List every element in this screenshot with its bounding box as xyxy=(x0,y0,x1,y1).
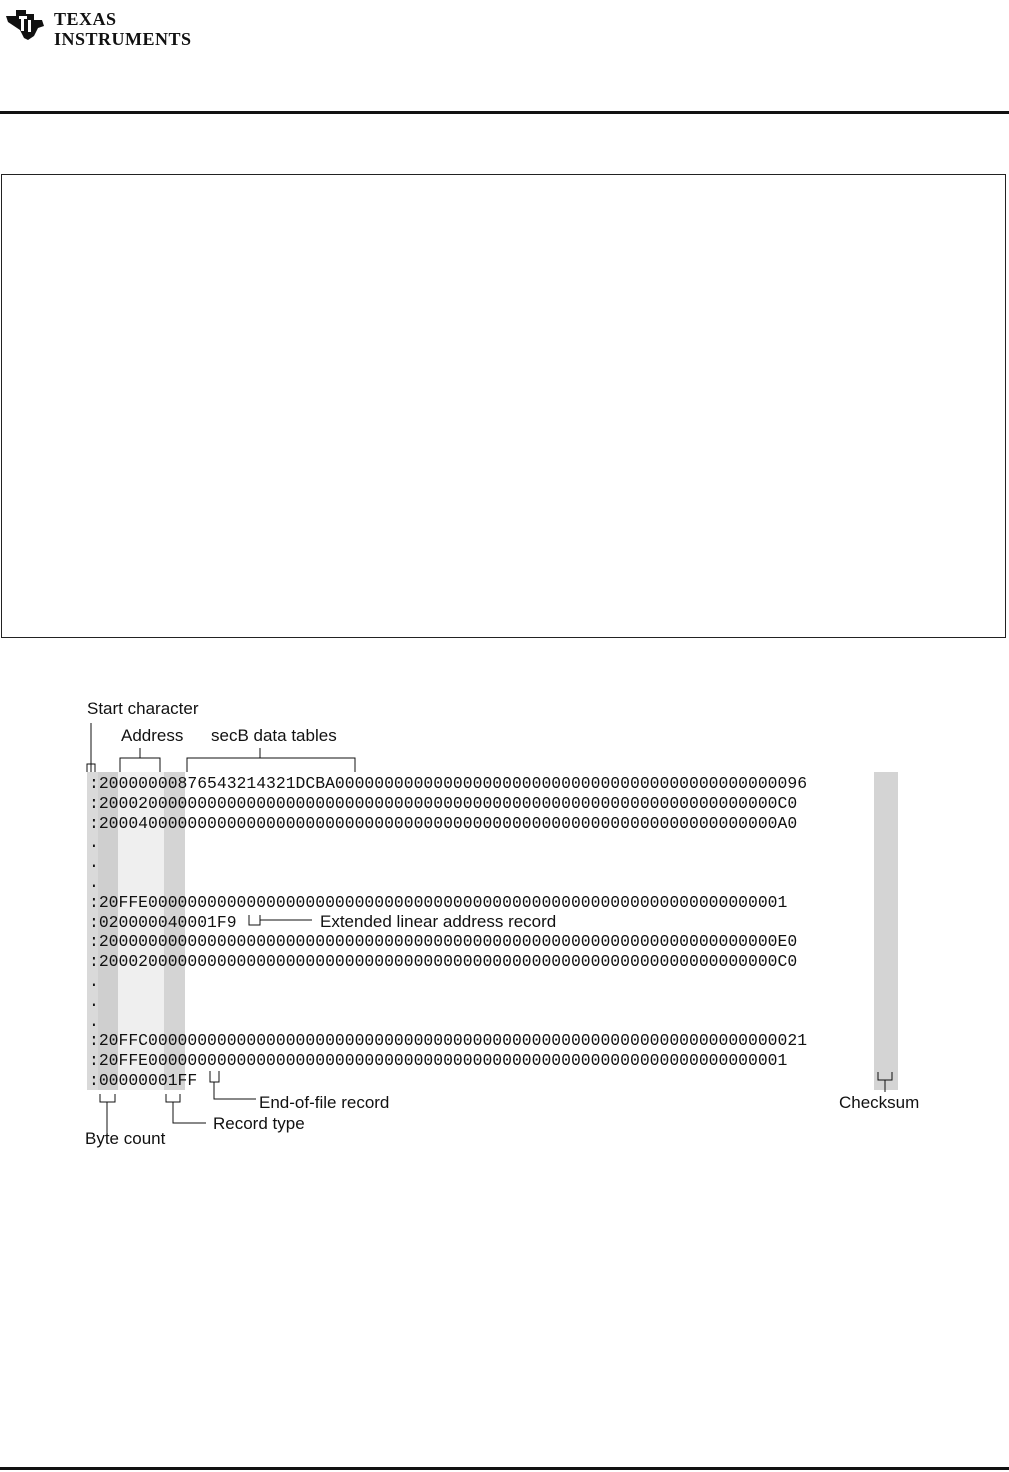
byte-count-label: Byte count xyxy=(85,1129,166,1148)
hex-record-line: :20FFE00000000000000000000000000000000000000000000000000000000000000001 xyxy=(89,892,788,912)
hex-record-line: :200000000000000000000000000000000000000000000000000000000000000000000E0 xyxy=(89,932,798,952)
hex-record-line: :200020000000000000000000000000000000000000000000000000000000000000000C0 xyxy=(89,952,798,972)
ellipsis-line: . xyxy=(89,971,99,991)
ellipsis-line: . xyxy=(89,991,99,1011)
address-label: Address xyxy=(121,726,184,745)
extended-linear-address-label: Extended linear address record xyxy=(320,912,557,931)
hex-record-line: :00000001FF xyxy=(89,1070,198,1090)
ellipsis-line: . xyxy=(89,872,99,892)
hex-record-line: :200040000000000000000000000000000000000000000000000000000000000000000A0 xyxy=(89,813,798,833)
data-tables-label: secB data tables xyxy=(211,726,337,745)
ellipsis-line: . xyxy=(89,1011,99,1031)
hex-record-line: :20FFE00000000000000000000000000000000000000000000000000000000000000001 xyxy=(89,1051,788,1071)
start-character-label: Start character xyxy=(87,699,199,718)
hex-record-line: :200020000000000000000000000000000000000000000000000000000000000000000C0 xyxy=(89,793,798,813)
logo-wordmark-line1: TEXAS xyxy=(54,9,117,29)
ti-state-logo-icon xyxy=(4,6,48,42)
end-of-file-label: End-of-file record xyxy=(259,1093,390,1112)
hex-record-line: :20FFC0000000000000000000000000000000000000000000000000000000000000000021 xyxy=(89,1031,808,1051)
footer-rule xyxy=(0,1467,1009,1470)
ellipsis-line: . xyxy=(89,853,99,873)
header-rule xyxy=(0,111,1009,114)
checksum-label: Checksum xyxy=(839,1093,920,1112)
ti-logo xyxy=(4,6,194,49)
blank-figure-box xyxy=(1,174,1006,638)
hex-record-line: :020000040001F9 xyxy=(89,912,237,932)
hex-file-figure xyxy=(0,660,1009,1160)
ellipsis-line: . xyxy=(89,833,99,853)
hex-record-line: :20000000876543214321DCBA000000000000000000000000000000000000000000000096 xyxy=(89,774,808,793)
logo-wordmark-line2: INSTRUMENTS xyxy=(54,29,192,49)
record-type-label: Record type xyxy=(213,1114,305,1133)
